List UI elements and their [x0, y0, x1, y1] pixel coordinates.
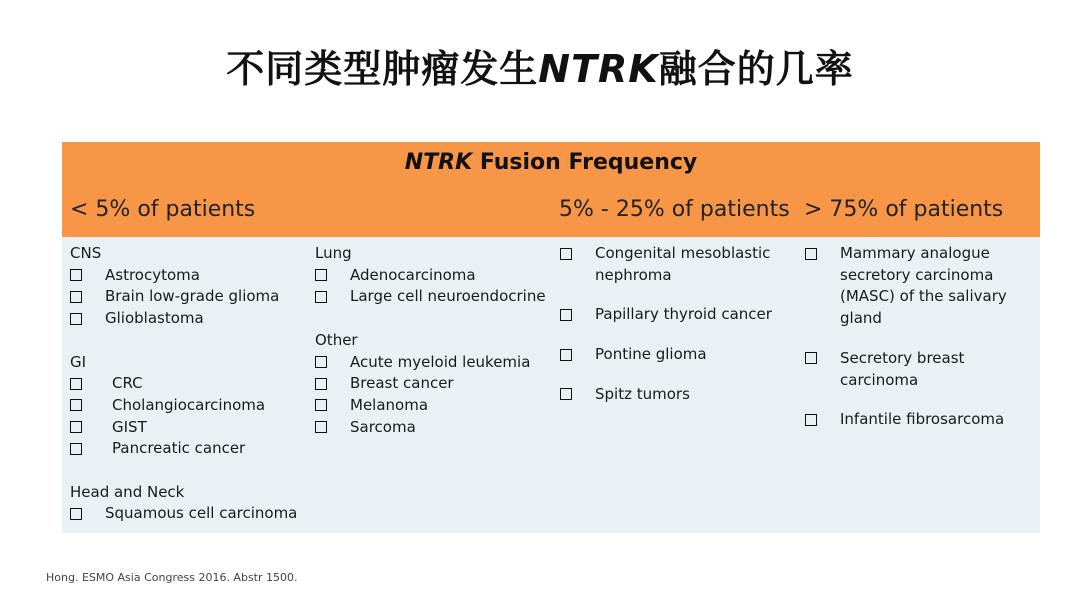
checkbox-icon	[805, 248, 817, 260]
slide-title	[0, 38, 1080, 93]
footnote-citation: Hong. ESMO Asia Congress 2016. Abstr 1500.	[46, 571, 298, 584]
list-item: GIST	[70, 417, 310, 439]
list-item: Breast cancer	[315, 373, 555, 395]
checkbox-icon	[70, 399, 82, 411]
list-item: Squamous cell carcinoma	[70, 503, 310, 525]
checkbox-icon	[70, 443, 82, 455]
column-mid	[560, 243, 782, 406]
list-item: Sarcoma	[315, 417, 555, 439]
fusion-frequency-table	[62, 142, 1040, 533]
checkbox-icon	[70, 378, 82, 390]
table-body	[62, 237, 1040, 533]
header-rest: Fusion Frequency	[472, 150, 698, 175]
header-italic: NTRK	[404, 150, 473, 175]
checkbox-icon	[70, 313, 82, 325]
list-item: Papillary thyroid cancer	[560, 304, 782, 326]
checkbox-icon	[805, 414, 817, 426]
checkbox-icon	[70, 421, 82, 433]
checkbox-icon	[560, 388, 572, 400]
list-item: Glioblastoma	[70, 308, 310, 330]
checkbox-icon	[315, 399, 327, 411]
checkbox-icon	[315, 356, 327, 368]
range-high: > 75% of patients	[804, 197, 1004, 222]
column-low-2	[315, 243, 555, 438]
list-item: Spitz tumors	[560, 384, 782, 406]
list-item: Cholangiocarcinoma	[70, 395, 310, 417]
group-label-gi: GI	[70, 352, 87, 371]
checkbox-icon	[70, 269, 82, 281]
checkbox-icon	[315, 421, 327, 433]
table-header-title	[62, 150, 1040, 175]
group-label-other: Other	[315, 330, 358, 349]
group-label-cns: CNS	[70, 244, 102, 262]
group-label-head-neck: Head and Neck	[70, 482, 185, 501]
column-high	[805, 243, 1033, 431]
range-mid: 5% - 25% of patients	[559, 197, 790, 222]
title-prefix: 不同类型肿瘤发生	[226, 47, 539, 91]
checkbox-icon	[805, 352, 817, 364]
list-item: CRC	[70, 373, 310, 395]
checkbox-icon	[560, 349, 572, 361]
list-item: Congenital mesoblastic nephroma	[560, 243, 782, 286]
list-item: Secretory breast carcinoma	[805, 348, 1033, 391]
list-item: Melanoma	[315, 395, 555, 417]
checkbox-icon	[315, 291, 327, 303]
list-item: Pancreatic cancer	[70, 438, 310, 460]
title-suffix: 融合的几率	[658, 47, 854, 91]
checkbox-icon	[315, 269, 327, 281]
list-item: Acute myeloid leukemia	[315, 352, 555, 374]
list-item: Pontine glioma	[560, 344, 782, 366]
column-low-1	[70, 243, 310, 525]
group-label-lung: Lung	[315, 244, 352, 262]
checkbox-icon	[70, 291, 82, 303]
list-item: Brain low-grade glioma	[70, 286, 310, 308]
list-item: Infantile fibrosarcoma	[805, 409, 1033, 431]
title-italic: NTRK	[538, 47, 659, 91]
list-item: Large cell neuroendocrine	[315, 286, 555, 308]
range-low: < 5% of patients	[70, 197, 256, 222]
list-item: Mammary analogue secretory carcinoma (MASC) of the salivary gland	[805, 243, 1033, 330]
checkbox-icon	[560, 309, 572, 321]
checkbox-icon	[315, 378, 327, 390]
table-header	[62, 142, 1040, 237]
list-item: Astrocytoma	[70, 265, 310, 287]
checkbox-icon	[70, 508, 82, 520]
list-item: Adenocarcinoma	[315, 265, 555, 287]
checkbox-icon	[560, 248, 572, 260]
